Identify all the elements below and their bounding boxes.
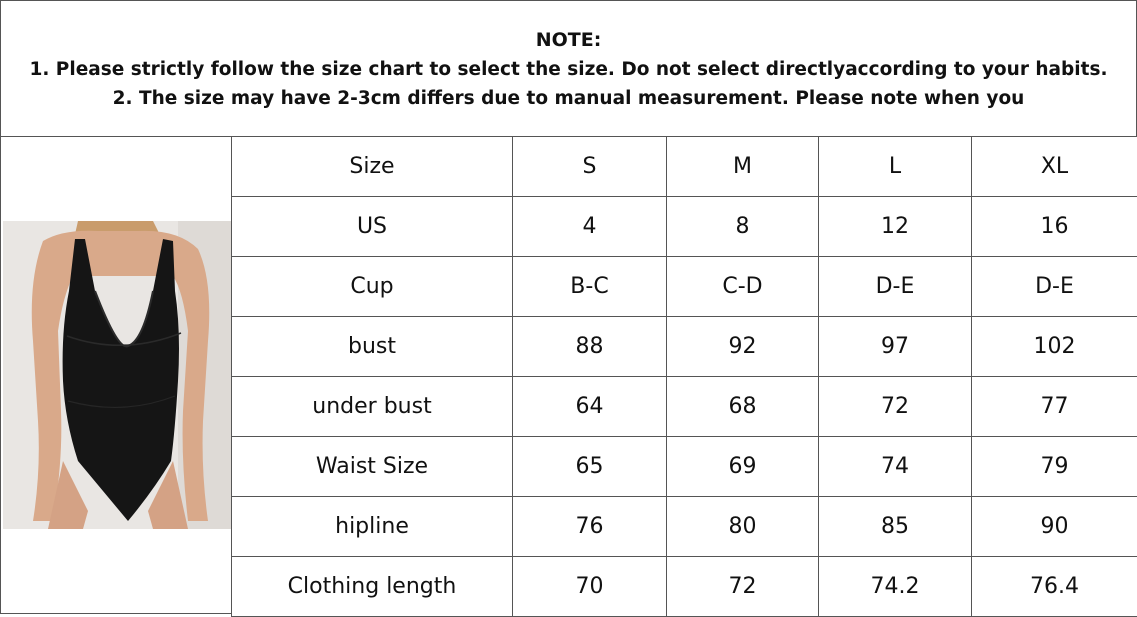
table-cell: 77 xyxy=(972,377,1137,437)
table-cell: 92 xyxy=(667,317,819,377)
table-cell: 4 xyxy=(513,197,667,257)
row-label: hipline xyxy=(232,497,513,557)
table-row xyxy=(232,317,1137,377)
table-row xyxy=(232,257,1137,317)
row-label: under bust xyxy=(232,377,513,437)
table-cell: 97 xyxy=(819,317,972,377)
table-cell: 12 xyxy=(819,197,972,257)
row-label: bust xyxy=(232,317,513,377)
row-label: US xyxy=(232,197,513,257)
note-box xyxy=(0,0,1137,137)
table-cell: 102 xyxy=(972,317,1137,377)
table-cell: XL xyxy=(972,137,1137,197)
table-cell: M xyxy=(667,137,819,197)
table-row xyxy=(232,437,1137,497)
table-row xyxy=(232,497,1137,557)
table-cell: 70 xyxy=(513,557,667,617)
note-line-2: 2. The size may have 2-3cm differs due to manual measurement. Please note when you xyxy=(1,88,1136,109)
table-cell: C-D xyxy=(667,257,819,317)
table-cell: 88 xyxy=(513,317,667,377)
table-cell: 76 xyxy=(513,497,667,557)
table-cell: B-C xyxy=(513,257,667,317)
table-cell: 85 xyxy=(819,497,972,557)
table-cell: 74 xyxy=(819,437,972,497)
row-label: Cup xyxy=(232,257,513,317)
table-cell: 8 xyxy=(667,197,819,257)
table-cell: 79 xyxy=(972,437,1137,497)
table-cell: 74.2 xyxy=(819,557,972,617)
table-cell: D-E xyxy=(972,257,1137,317)
table-row xyxy=(232,377,1137,437)
table-cell: 16 xyxy=(972,197,1137,257)
table-row xyxy=(232,557,1137,617)
row-label: Waist Size xyxy=(232,437,513,497)
table-cell: 76.4 xyxy=(972,557,1137,617)
table-cell: 68 xyxy=(667,377,819,437)
table-cell: S xyxy=(513,137,667,197)
table-cell: 90 xyxy=(972,497,1137,557)
table-cell: 72 xyxy=(667,557,819,617)
table-row xyxy=(232,137,1137,197)
note-title: NOTE: xyxy=(1,29,1136,51)
table-cell: 80 xyxy=(667,497,819,557)
note-line-1: 1. Please strictly follow the size chart to select the size. Do not select directlyaccording to your habits. xyxy=(1,59,1136,80)
table-cell: L xyxy=(819,137,972,197)
table-cell: 64 xyxy=(513,377,667,437)
row-label: Size xyxy=(232,137,513,197)
product-photo xyxy=(3,221,232,529)
table-cell: D-E xyxy=(819,257,972,317)
size-chart-table xyxy=(231,136,1137,617)
row-label: Clothing length xyxy=(232,557,513,617)
product-photo-cell xyxy=(0,136,232,614)
table-cell: 69 xyxy=(667,437,819,497)
table-row xyxy=(232,197,1137,257)
table-cell: 72 xyxy=(819,377,972,437)
table-cell: 65 xyxy=(513,437,667,497)
